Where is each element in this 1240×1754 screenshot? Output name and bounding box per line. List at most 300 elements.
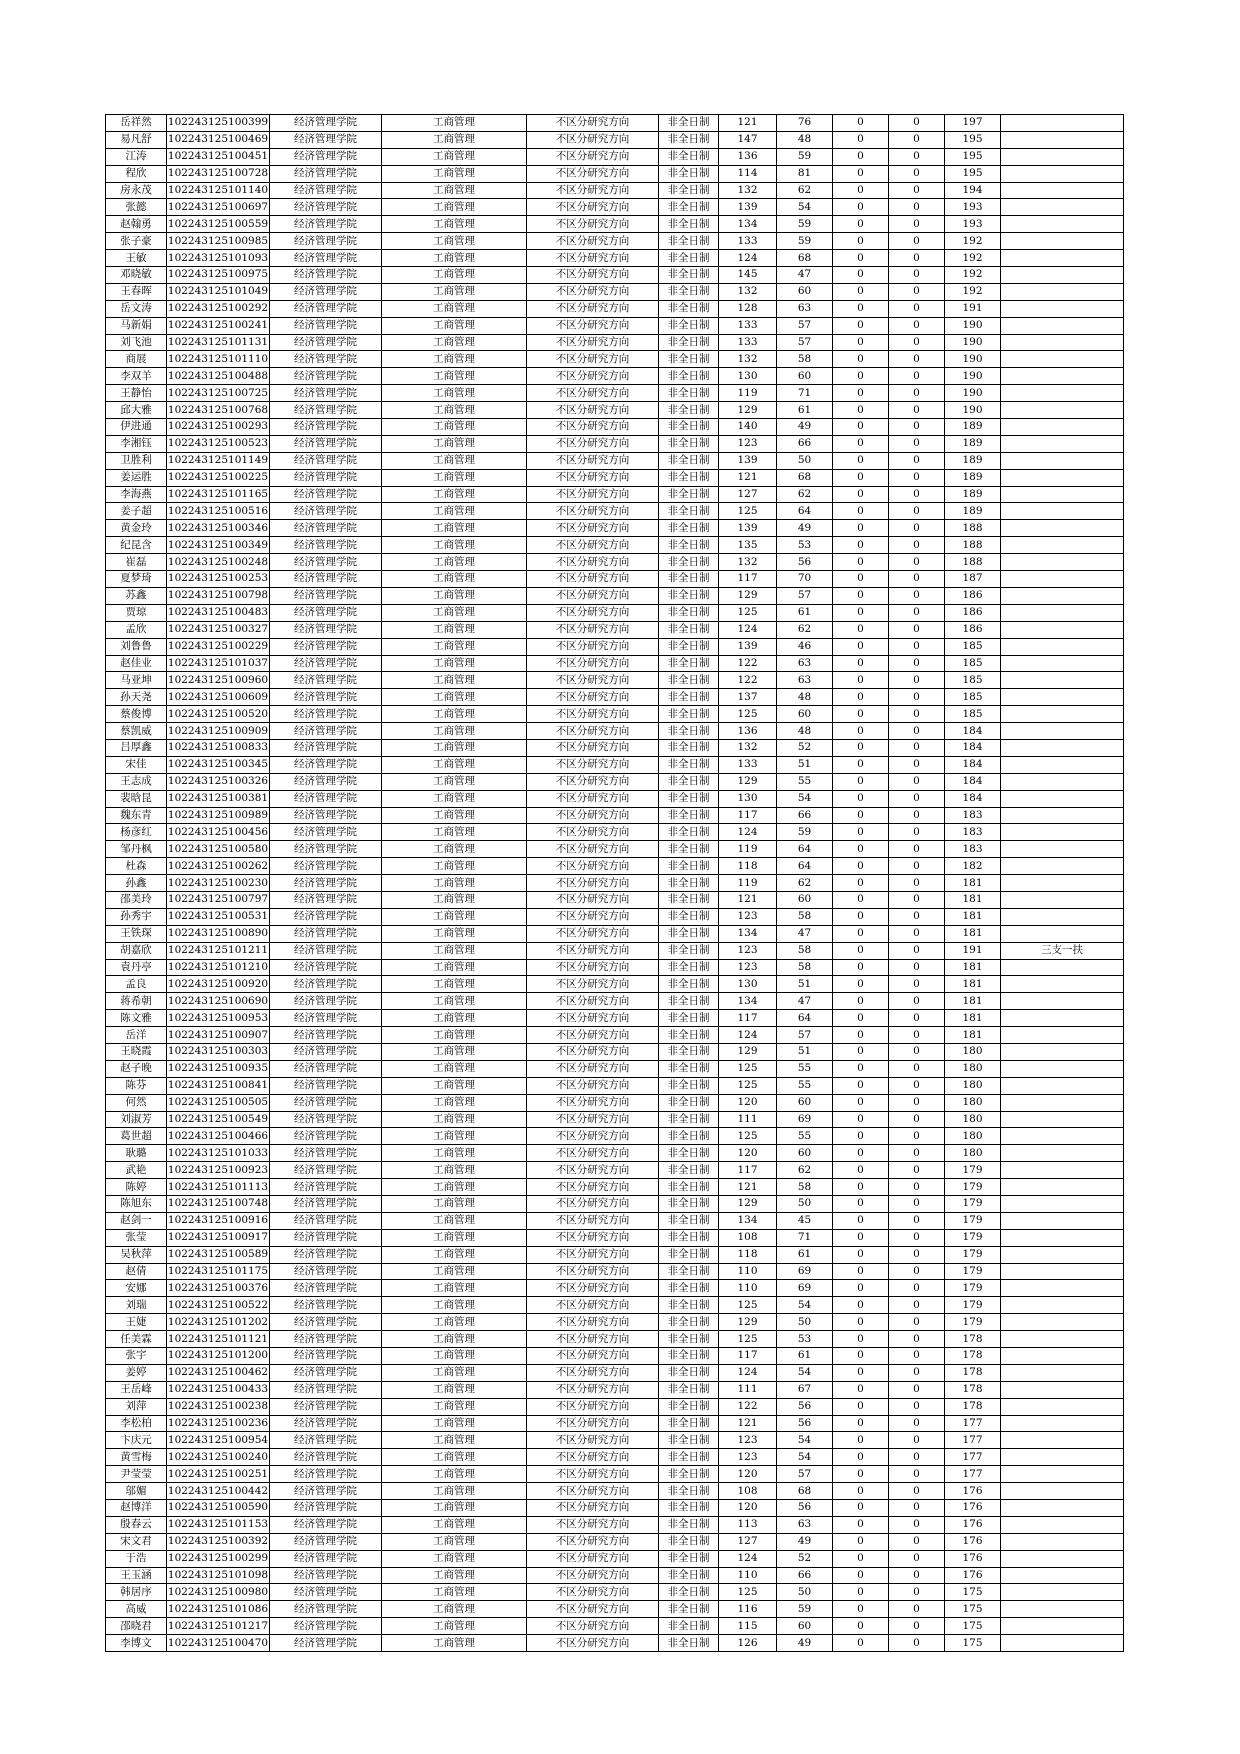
cell-study-mode: 非全日制	[659, 1584, 719, 1601]
cell-score-3: 0	[833, 621, 889, 638]
cell-name: 张子豪	[106, 233, 167, 250]
cell-remark	[1001, 1094, 1124, 1111]
cell-major: 工商管理	[382, 1128, 527, 1145]
cell-name: 王婕	[106, 1314, 167, 1331]
cell-score-1: 125	[719, 1060, 777, 1077]
cell-score-2: 61	[777, 1348, 833, 1365]
cell-score-1: 130	[719, 790, 777, 807]
cell-major: 工商管理	[382, 672, 527, 689]
cell-score-2: 53	[777, 537, 833, 554]
cell-college: 经济管理学院	[270, 267, 382, 284]
cell-study-mode: 非全日制	[659, 1111, 719, 1128]
table-row	[106, 1077, 1124, 1094]
cell-direction: 不区分研究方向	[527, 655, 659, 672]
cell-total: 176	[945, 1567, 1001, 1584]
cell-score-1: 124	[719, 1550, 777, 1567]
cell-score-2: 59	[777, 216, 833, 233]
cell-major: 工商管理	[382, 1533, 527, 1550]
table-row	[106, 165, 1124, 182]
cell-college: 经济管理学院	[270, 334, 382, 351]
cell-study-mode: 非全日制	[659, 233, 719, 250]
cell-exam-id: 102243125100303	[167, 1043, 270, 1060]
cell-remark	[1001, 503, 1124, 520]
cell-score-1: 133	[719, 756, 777, 773]
cell-name: 易凡舒	[106, 131, 167, 148]
cell-name: 魏东青	[106, 807, 167, 824]
cell-score-1: 117	[719, 807, 777, 824]
cell-total: 176	[945, 1533, 1001, 1550]
cell-score-4: 0	[889, 706, 945, 723]
cell-major: 工商管理	[382, 875, 527, 892]
cell-major: 工商管理	[382, 368, 527, 385]
cell-direction: 不区分研究方向	[527, 1483, 659, 1500]
cell-score-1: 132	[719, 182, 777, 199]
cell-score-4: 0	[889, 875, 945, 892]
cell-score-3: 0	[833, 1162, 889, 1179]
cell-direction: 不区分研究方向	[527, 1533, 659, 1550]
cell-score-3: 0	[833, 419, 889, 436]
cell-direction: 不区分研究方向	[527, 520, 659, 537]
cell-score-1: 123	[719, 942, 777, 959]
cell-college: 经济管理学院	[270, 250, 382, 267]
cell-score-2: 62	[777, 621, 833, 638]
cell-major: 工商管理	[382, 1196, 527, 1213]
cell-total: 181	[945, 993, 1001, 1010]
cell-score-3: 0	[833, 841, 889, 858]
cell-score-2: 47	[777, 267, 833, 284]
cell-total: 181	[945, 908, 1001, 925]
cell-total: 180	[945, 1094, 1001, 1111]
cell-study-mode: 非全日制	[659, 216, 719, 233]
cell-direction: 不区分研究方向	[527, 334, 659, 351]
cell-score-2: 46	[777, 638, 833, 655]
cell-college: 经济管理学院	[270, 756, 382, 773]
cell-study-mode: 非全日制	[659, 148, 719, 165]
cell-major: 工商管理	[382, 334, 527, 351]
cell-score-3: 0	[833, 706, 889, 723]
cell-score-1: 124	[719, 250, 777, 267]
cell-remark	[1001, 925, 1124, 942]
cell-remark	[1001, 875, 1124, 892]
cell-total: 193	[945, 216, 1001, 233]
cell-major: 工商管理	[382, 739, 527, 756]
cell-score-4: 0	[889, 824, 945, 841]
table-row	[106, 1635, 1124, 1652]
cell-college: 经济管理学院	[270, 402, 382, 419]
cell-study-mode: 非全日制	[659, 1162, 719, 1179]
cell-score-3: 0	[833, 351, 889, 368]
cell-score-2: 53	[777, 1331, 833, 1348]
table-row	[106, 1516, 1124, 1533]
cell-score-2: 49	[777, 520, 833, 537]
cell-score-4: 0	[889, 672, 945, 689]
cell-score-4: 0	[889, 1483, 945, 1500]
cell-name: 王晓霞	[106, 1043, 167, 1060]
cell-total: 181	[945, 925, 1001, 942]
cell-exam-id: 102243125100797	[167, 891, 270, 908]
cell-name: 宋佳	[106, 756, 167, 773]
cell-remark	[1001, 115, 1124, 132]
cell-college: 经济管理学院	[270, 1533, 382, 1550]
cell-score-3: 0	[833, 1618, 889, 1635]
cell-score-3: 0	[833, 1601, 889, 1618]
cell-score-2: 54	[777, 1432, 833, 1449]
cell-score-1: 121	[719, 115, 777, 132]
cell-remark	[1001, 1550, 1124, 1567]
cell-college: 经济管理学院	[270, 1027, 382, 1044]
cell-score-3: 0	[833, 723, 889, 740]
cell-major: 工商管理	[382, 942, 527, 959]
cell-study-mode: 非全日制	[659, 1516, 719, 1533]
cell-remark	[1001, 959, 1124, 976]
cell-score-4: 0	[889, 1601, 945, 1618]
cell-score-2: 68	[777, 469, 833, 486]
cell-score-4: 0	[889, 351, 945, 368]
cell-score-2: 63	[777, 1516, 833, 1533]
cell-exam-id: 102243125101037	[167, 655, 270, 672]
cell-college: 经济管理学院	[270, 638, 382, 655]
cell-score-3: 0	[833, 1635, 889, 1652]
cell-score-4: 0	[889, 1128, 945, 1145]
cell-score-1: 108	[719, 1483, 777, 1500]
cell-name: 孙秀宇	[106, 908, 167, 925]
cell-score-4: 0	[889, 1077, 945, 1094]
cell-college: 经济管理学院	[270, 807, 382, 824]
cell-score-1: 130	[719, 368, 777, 385]
cell-remark	[1001, 283, 1124, 300]
cell-name: 宋文君	[106, 1533, 167, 1550]
cell-direction: 不区分研究方向	[527, 1449, 659, 1466]
cell-score-1: 117	[719, 1162, 777, 1179]
cell-direction: 不区分研究方向	[527, 739, 659, 756]
cell-direction: 不区分研究方向	[527, 1635, 659, 1652]
cell-major: 工商管理	[382, 1449, 527, 1466]
cell-direction: 不区分研究方向	[527, 993, 659, 1010]
cell-major: 工商管理	[382, 469, 527, 486]
cell-major: 工商管理	[382, 1432, 527, 1449]
cell-direction: 不区分研究方向	[527, 351, 659, 368]
cell-score-1: 125	[719, 1128, 777, 1145]
cell-major: 工商管理	[382, 993, 527, 1010]
cell-score-1: 119	[719, 875, 777, 892]
cell-major: 工商管理	[382, 621, 527, 638]
cell-major: 工商管理	[382, 908, 527, 925]
cell-major: 工商管理	[382, 419, 527, 436]
cell-score-2: 63	[777, 300, 833, 317]
cell-score-3: 0	[833, 1415, 889, 1432]
cell-study-mode: 非全日制	[659, 469, 719, 486]
cell-score-4: 0	[889, 1196, 945, 1213]
cell-remark	[1001, 419, 1124, 436]
cell-direction: 不区分研究方向	[527, 317, 659, 334]
cell-remark	[1001, 1196, 1124, 1213]
cell-remark	[1001, 250, 1124, 267]
cell-score-4: 0	[889, 554, 945, 571]
cell-name: 李松柏	[106, 1415, 167, 1432]
cell-major: 工商管理	[382, 1043, 527, 1060]
cell-score-2: 50	[777, 1314, 833, 1331]
cell-score-4: 0	[889, 1111, 945, 1128]
cell-remark	[1001, 554, 1124, 571]
cell-direction: 不区分研究方向	[527, 250, 659, 267]
cell-name: 李博文	[106, 1635, 167, 1652]
cell-direction: 不区分研究方向	[527, 1145, 659, 1162]
table-row	[106, 858, 1124, 875]
cell-score-3: 0	[833, 875, 889, 892]
cell-name: 吴秋萍	[106, 1246, 167, 1263]
cell-college: 经济管理学院	[270, 1500, 382, 1517]
cell-direction: 不区分研究方向	[527, 976, 659, 993]
cell-direction: 不区分研究方向	[527, 1111, 659, 1128]
table-row	[106, 1415, 1124, 1432]
cell-college: 经济管理学院	[270, 1246, 382, 1263]
table-row	[106, 587, 1124, 604]
cell-total: 176	[945, 1500, 1001, 1517]
cell-remark	[1001, 1331, 1124, 1348]
cell-study-mode: 非全日制	[659, 1314, 719, 1331]
cell-exam-id: 102243125100240	[167, 1449, 270, 1466]
cell-score-3: 0	[833, 790, 889, 807]
table-row	[106, 283, 1124, 300]
cell-college: 经济管理学院	[270, 1263, 382, 1280]
cell-remark	[1001, 571, 1124, 588]
cell-score-1: 122	[719, 1398, 777, 1415]
cell-college: 经济管理学院	[270, 1043, 382, 1060]
table-row	[106, 942, 1124, 959]
cell-remark	[1001, 1567, 1124, 1584]
cell-name: 刘鲁鲁	[106, 638, 167, 655]
cell-score-2: 50	[777, 1196, 833, 1213]
cell-study-mode: 非全日制	[659, 604, 719, 621]
cell-name: 葛世超	[106, 1128, 167, 1145]
cell-score-2: 54	[777, 199, 833, 216]
cell-name: 张懿	[106, 199, 167, 216]
cell-exam-id: 102243125101217	[167, 1618, 270, 1635]
cell-direction: 不区分研究方向	[527, 1432, 659, 1449]
cell-college: 经济管理学院	[270, 317, 382, 334]
cell-college: 经济管理学院	[270, 739, 382, 756]
cell-direction: 不区分研究方向	[527, 300, 659, 317]
cell-score-2: 60	[777, 1145, 833, 1162]
cell-direction: 不区分研究方向	[527, 165, 659, 182]
table-row	[106, 334, 1124, 351]
cell-direction: 不区分研究方向	[527, 199, 659, 216]
cell-score-4: 0	[889, 756, 945, 773]
cell-exam-id: 102243125100690	[167, 993, 270, 1010]
cell-remark	[1001, 1229, 1124, 1246]
cell-college: 经济管理学院	[270, 1060, 382, 1077]
cell-name: 李双羊	[106, 368, 167, 385]
cell-remark	[1001, 300, 1124, 317]
cell-major: 工商管理	[382, 115, 527, 132]
cell-exam-id: 102243125100580	[167, 841, 270, 858]
cell-remark	[1001, 1027, 1124, 1044]
table-row	[106, 115, 1124, 132]
cell-college: 经济管理学院	[270, 1584, 382, 1601]
cell-exam-id: 102243125100392	[167, 1533, 270, 1550]
cell-score-3: 0	[833, 148, 889, 165]
cell-exam-id: 102243125101202	[167, 1314, 270, 1331]
cell-score-4: 0	[889, 1550, 945, 1567]
cell-score-2: 54	[777, 1297, 833, 1314]
cell-total: 179	[945, 1263, 1001, 1280]
cell-total: 183	[945, 824, 1001, 841]
cell-college: 经济管理学院	[270, 1229, 382, 1246]
cell-direction: 不区分研究方向	[527, 1550, 659, 1567]
table-row	[106, 131, 1124, 148]
cell-study-mode: 非全日制	[659, 131, 719, 148]
cell-name: 陈文雅	[106, 1010, 167, 1027]
cell-total: 192	[945, 250, 1001, 267]
cell-study-mode: 非全日制	[659, 1010, 719, 1027]
cell-direction: 不区分研究方向	[527, 773, 659, 790]
cell-college: 经济管理学院	[270, 385, 382, 402]
cell-exam-id: 102243125100890	[167, 925, 270, 942]
cell-college: 经济管理学院	[270, 131, 382, 148]
cell-study-mode: 非全日制	[659, 351, 719, 368]
cell-exam-id: 102243125100456	[167, 824, 270, 841]
cell-total: 175	[945, 1584, 1001, 1601]
cell-score-4: 0	[889, 942, 945, 959]
cell-name: 张莹	[106, 1229, 167, 1246]
cell-score-1: 129	[719, 1043, 777, 1060]
table-row	[106, 1348, 1124, 1365]
cell-score-1: 123	[719, 1432, 777, 1449]
cell-score-1: 114	[719, 165, 777, 182]
table-row	[106, 773, 1124, 790]
cell-score-3: 0	[833, 486, 889, 503]
table-row	[106, 469, 1124, 486]
table-row	[106, 351, 1124, 368]
cell-direction: 不区分研究方向	[527, 1043, 659, 1060]
cell-score-3: 0	[833, 1466, 889, 1483]
cell-college: 经济管理学院	[270, 1179, 382, 1196]
cell-score-4: 0	[889, 571, 945, 588]
cell-name: 蒋希朝	[106, 993, 167, 1010]
cell-total: 178	[945, 1364, 1001, 1381]
cell-major: 工商管理	[382, 486, 527, 503]
cell-college: 经济管理学院	[270, 1094, 382, 1111]
cell-score-4: 0	[889, 486, 945, 503]
cell-score-2: 64	[777, 858, 833, 875]
cell-study-mode: 非全日制	[659, 1415, 719, 1432]
cell-score-3: 0	[833, 452, 889, 469]
cell-score-3: 0	[833, 131, 889, 148]
cell-score-2: 49	[777, 1635, 833, 1652]
cell-exam-id: 102243125100697	[167, 199, 270, 216]
cell-direction: 不区分研究方向	[527, 469, 659, 486]
cell-score-1: 121	[719, 1179, 777, 1196]
cell-college: 经济管理学院	[270, 1381, 382, 1398]
cell-direction: 不区分研究方向	[527, 638, 659, 655]
table-row	[106, 1500, 1124, 1517]
cell-score-4: 0	[889, 655, 945, 672]
cell-direction: 不区分研究方向	[527, 1381, 659, 1398]
table-row	[106, 1567, 1124, 1584]
cell-total: 195	[945, 165, 1001, 182]
cell-major: 工商管理	[382, 1212, 527, 1229]
cell-name: 岳文涛	[106, 300, 167, 317]
cell-total: 185	[945, 638, 1001, 655]
cell-remark	[1001, 1364, 1124, 1381]
cell-score-4: 0	[889, 1500, 945, 1517]
cell-college: 经济管理学院	[270, 486, 382, 503]
cell-score-3: 0	[833, 1567, 889, 1584]
cell-score-3: 0	[833, 587, 889, 604]
cell-college: 经济管理学院	[270, 1618, 382, 1635]
cell-name: 袁丹亭	[106, 959, 167, 976]
cell-college: 经济管理学院	[270, 790, 382, 807]
cell-score-3: 0	[833, 385, 889, 402]
table-row	[106, 1432, 1124, 1449]
cell-college: 经济管理学院	[270, 824, 382, 841]
cell-remark	[1001, 1145, 1124, 1162]
cell-exam-id: 102243125100225	[167, 469, 270, 486]
cell-score-4: 0	[889, 1635, 945, 1652]
cell-total: 185	[945, 689, 1001, 706]
cell-name: 赵倩	[106, 1263, 167, 1280]
cell-name: 何然	[106, 1094, 167, 1111]
cell-score-3: 0	[833, 1381, 889, 1398]
cell-score-1: 139	[719, 199, 777, 216]
cell-direction: 不区分研究方向	[527, 875, 659, 892]
cell-remark	[1001, 976, 1124, 993]
cell-college: 经济管理学院	[270, 115, 382, 132]
cell-study-mode: 非全日制	[659, 959, 719, 976]
cell-score-1: 125	[719, 604, 777, 621]
cell-score-1: 124	[719, 1027, 777, 1044]
cell-remark	[1001, 1635, 1124, 1652]
cell-score-3: 0	[833, 1263, 889, 1280]
table-row	[106, 655, 1124, 672]
cell-score-2: 47	[777, 993, 833, 1010]
cell-study-mode: 非全日制	[659, 165, 719, 182]
cell-name: 赵翰勇	[106, 216, 167, 233]
cell-remark	[1001, 1246, 1124, 1263]
cell-name: 裴晗昆	[106, 790, 167, 807]
cell-college: 经济管理学院	[270, 1111, 382, 1128]
cell-name: 邵美玲	[106, 891, 167, 908]
cell-study-mode: 非全日制	[659, 1533, 719, 1550]
cell-remark	[1001, 199, 1124, 216]
table-row	[106, 1111, 1124, 1128]
cell-score-2: 71	[777, 1229, 833, 1246]
cell-score-2: 68	[777, 250, 833, 267]
cell-score-4: 0	[889, 1027, 945, 1044]
cell-name: 黄金玲	[106, 520, 167, 537]
cell-score-4: 0	[889, 959, 945, 976]
cell-college: 经济管理学院	[270, 908, 382, 925]
cell-score-4: 0	[889, 1179, 945, 1196]
cell-total: 184	[945, 756, 1001, 773]
cell-college: 经济管理学院	[270, 858, 382, 875]
cell-score-1: 133	[719, 233, 777, 250]
cell-score-3: 0	[833, 115, 889, 132]
cell-score-2: 56	[777, 1500, 833, 1517]
cell-score-2: 59	[777, 824, 833, 841]
cell-study-mode: 非全日制	[659, 1331, 719, 1348]
cell-name: 岳洋	[106, 1027, 167, 1044]
cell-score-3: 0	[833, 1533, 889, 1550]
cell-score-4: 0	[889, 993, 945, 1010]
cell-study-mode: 非全日制	[659, 1567, 719, 1584]
cell-score-3: 0	[833, 1432, 889, 1449]
cell-exam-id: 102243125100462	[167, 1364, 270, 1381]
cell-remark	[1001, 807, 1124, 824]
cell-score-4: 0	[889, 790, 945, 807]
cell-exam-id: 102243125100980	[167, 1584, 270, 1601]
cell-study-mode: 非全日制	[659, 1196, 719, 1213]
